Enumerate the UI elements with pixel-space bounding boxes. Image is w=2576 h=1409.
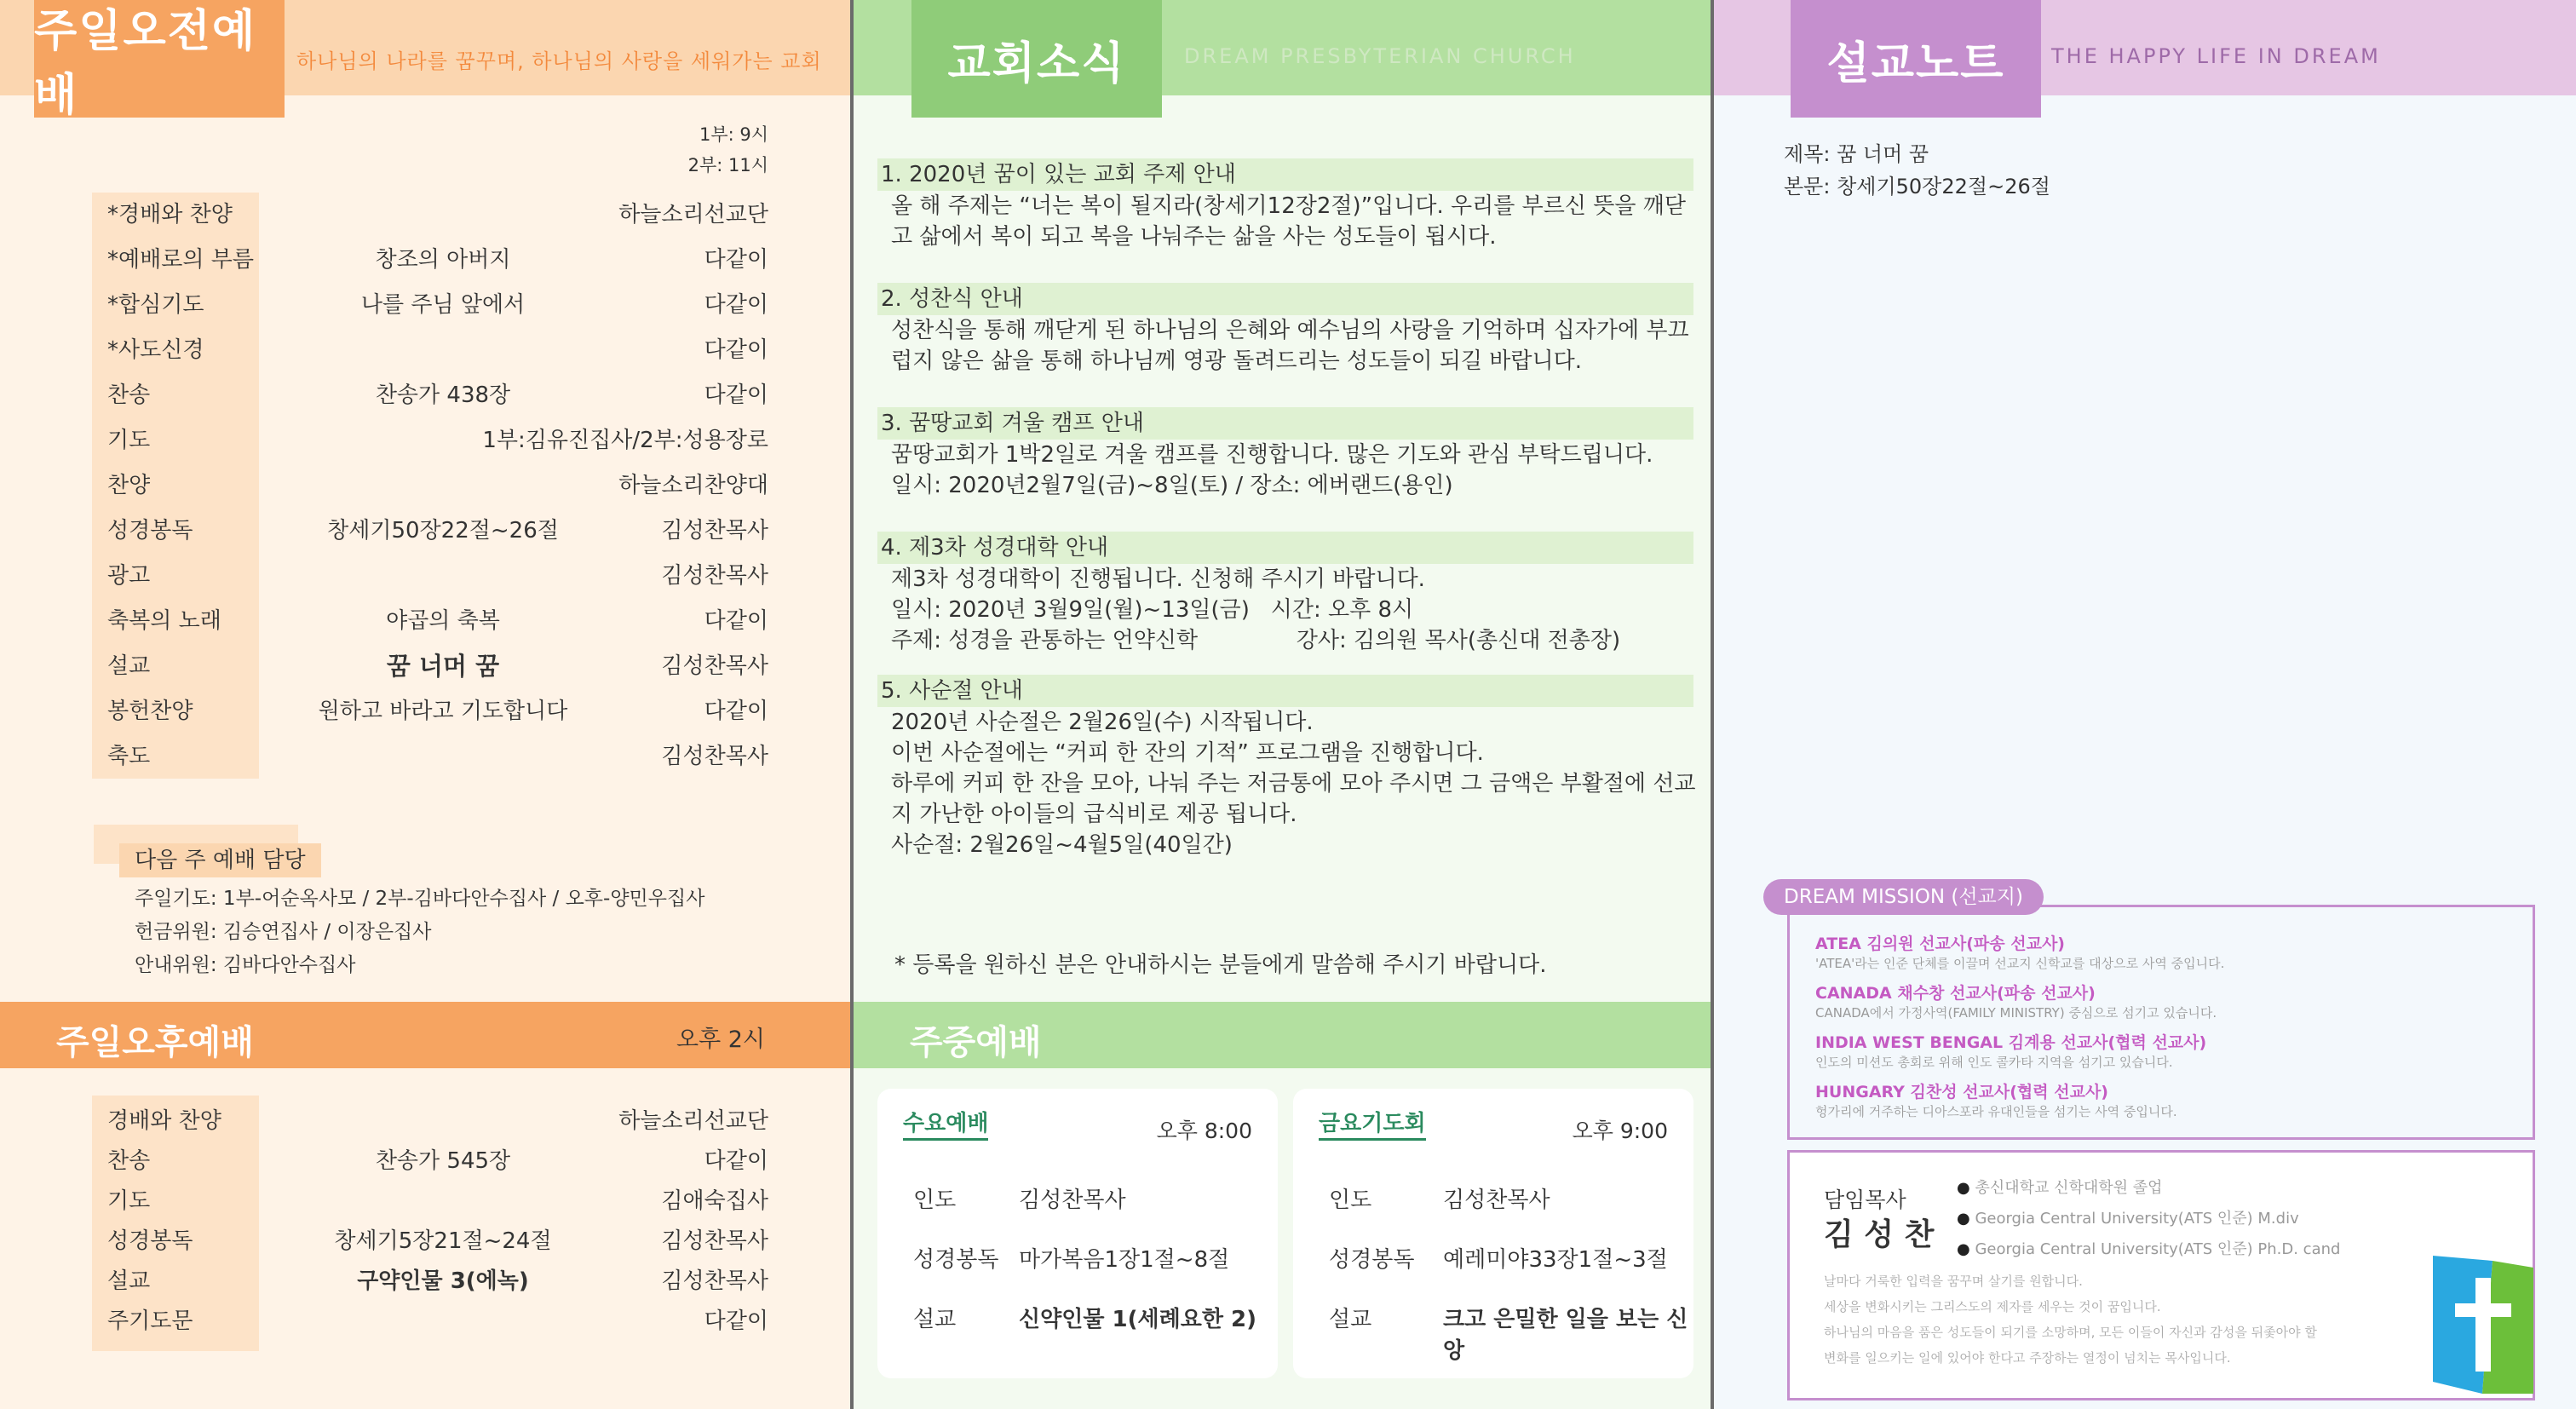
order-row	[0, 1139, 850, 1183]
news-line: 일시: 2020년 3월9일(월)~13일(금) 시간: 오후 8시	[891, 597, 1414, 623]
bio-line: 날마다 거룩한 입력을 꿈꾸며 살기를 원합니다.	[1824, 1274, 2083, 1289]
order-item-label: *예배로의 부름	[107, 247, 254, 273]
credential: Georgia Central University(ATS 인준) Ph.D. cand	[1975, 1240, 2341, 1258]
missionary-desc: CANADA에서 가정사역(FAMILY MINISTRY) 중심으로 섬기고 있습니다.	[1815, 1005, 2217, 1021]
news-line: 주제: 성경을 관통하는 언약신학 강사: 김의원 목사(총신대 전총장)	[891, 628, 1621, 653]
news-line: 사순절: 2월26일~4월5일(40일간)	[891, 832, 1233, 858]
order-row	[0, 644, 850, 688]
pastor-name: 김 성 찬	[1824, 1217, 1935, 1252]
order-item-leader: 김성찬목사	[661, 1268, 768, 1294]
order-item-label: 찬송	[107, 1148, 151, 1174]
news-item	[877, 283, 1693, 377]
bullet-icon: ●	[1957, 1179, 1975, 1197]
order-item-content: 야곱의 축복	[386, 608, 500, 634]
credential: 총신대학교 신학대학원 졸업	[1975, 1179, 2163, 1197]
order-item-label: *합심기도	[107, 292, 204, 318]
card-row-label: 설교	[913, 1307, 957, 1332]
wednesday-service-card	[877, 1089, 1278, 1378]
bio-line: 변화를 일으키는 일에 있어야 한다고 주장하는 열정이 넘치는 목사입니다.	[1824, 1350, 2231, 1366]
missionary-desc: 'ATEA'라는 인준 단체를 이끌며 선교지 신학교를 대상으로 사역 중입니다.	[1815, 956, 2225, 971]
card-row-value: 예레미야33장1절~3절	[1443, 1247, 1668, 1273]
news-heading: 3. 꿈땅교회 겨울 캠프 안내	[877, 407, 1693, 440]
order-row	[0, 373, 850, 417]
service-time-2: 2부: 11시	[687, 155, 768, 175]
order-item-leader: 하늘소리찬양대	[618, 473, 768, 498]
order-item-leader: 다같이	[704, 1148, 768, 1174]
order-item-content: 원하고 바라고 기도합니다	[318, 699, 568, 724]
order-row	[0, 193, 850, 237]
sermon-info	[1784, 138, 2050, 203]
order-item-label: 찬양	[107, 473, 151, 498]
order-item-content: 찬송가 438장	[375, 382, 511, 408]
order-item-content: 창세기5장21절~24절	[334, 1228, 552, 1254]
news-heading: 4. 제3차 성경대학 안내	[877, 532, 1693, 564]
order-item-leader: 다같이	[704, 699, 768, 724]
news-item	[877, 675, 1696, 860]
mission-label: DREAM MISSION (선교지)	[1763, 879, 2044, 915]
order-row	[0, 1099, 850, 1143]
order-item-leader: 김애숙집사	[661, 1188, 768, 1214]
news-line: 2020년 사순절은 2월26일(수) 시작됩니다.	[891, 710, 1314, 735]
news-line: 제3차 성경대학이 진행됩니다. 신청해 주시기 바랍니다.	[891, 566, 1425, 592]
missionary-name: ATEA 김의원 선교사(파송 선교사)	[1815, 935, 2065, 953]
order-item-label: 기도	[107, 428, 151, 453]
news-line: 지 가난한 아이들의 급식비로 제공 됩니다.	[891, 802, 1297, 827]
news-line: 하루에 커피 한 잔을 모아, 나눠 주는 저금통에 모아 주시면 그 금액은 부활절에 선교	[891, 771, 1696, 797]
news-line: 꿈땅교회가 1박2일로 겨울 캠프를 진행합니다. 많은 기도와 관심 부탁드립니다.	[891, 442, 1653, 468]
sermon-subtitle: THE HAPPY LIFE IN DREAM	[2051, 44, 2381, 68]
missionary-name: INDIA WEST BENGAL 김계용 선교사(협력 선교사)	[1815, 1033, 2207, 1052]
order-item-content: 꿈 너머 꿈	[386, 652, 500, 681]
weekday-band	[854, 1002, 1711, 1068]
next-week-list	[135, 883, 704, 982]
order-item-label: *사도신경	[107, 337, 204, 363]
service-time-1: 1부: 9시	[699, 124, 768, 145]
order-row	[0, 1299, 850, 1343]
weekday-title: 주중예배	[910, 1022, 1042, 1062]
sunday-morning-title: 주일오전예배	[34, 0, 285, 118]
news-line: 성찬식을 통해 깨닫게 된 하나님의 은혜와 예수님의 사랑을 기억하며 십자가에 부끄	[891, 318, 1689, 343]
order-item-label: 주기도문	[107, 1308, 193, 1334]
column-sermon-notes	[1714, 0, 2576, 1409]
order-item-leader: 김성찬목사	[661, 563, 768, 589]
order-row	[0, 328, 850, 372]
missionary-desc: 헝가리에 거주하는 디아스포라 유대인들을 섬기는 사역 중입니다.	[1815, 1104, 2177, 1119]
registration-note: * 등록을 원하신 분은 안내하시는 분들에게 말씀해 주시기 바랍니다.	[894, 952, 1547, 978]
pastor-role: 담임목사	[1824, 1188, 1906, 1212]
news-title: 교회소식	[911, 0, 1162, 118]
order-item-content: 구약인물 3(에녹)	[357, 1268, 529, 1294]
order-item-label: 축복의 노래	[107, 608, 221, 634]
missionary-desc: 인도의 미션도 총회로 위해 인도 콜카타 지역을 섬기고 있습니다.	[1815, 1055, 2173, 1070]
card-row-value: 신약인물 1(세례요한 2)	[1019, 1307, 1256, 1332]
order-item-leader: 김성찬목사	[661, 744, 768, 769]
order-item-leader: 다같이	[704, 608, 768, 634]
news-line: 고 삶에서 복이 되고 복을 나눠주는 삶을 사는 성도들이 됩시다.	[891, 224, 1497, 250]
order-item-label: 경배와 찬양	[107, 1108, 221, 1134]
order-item-leader: 다같이	[704, 247, 768, 273]
sermon-title: 설교노트	[1791, 0, 2041, 118]
wednesday-title: 수요예배	[903, 1109, 988, 1141]
order-item-leader: 김성찬목사	[661, 1228, 768, 1254]
news-item	[877, 532, 1693, 656]
order-item-leader: 하늘소리선교단	[618, 202, 768, 227]
pastor-credentials	[1957, 1173, 2340, 1265]
order-item-content: 나를 주님 앞에서	[360, 292, 526, 318]
sunday-afternoon-time: 오후 2시	[676, 1027, 765, 1053]
card-row-value: 김성찬목사	[1019, 1188, 1126, 1213]
order-item-content: 창세기50장22절~26절	[327, 518, 559, 543]
missionary-name: CANADA 채수창 선교사(파송 선교사)	[1815, 984, 2096, 1003]
news-line: 이번 사순절에는 “커피 한 잔의 기적” 프로그램을 진행합니다.	[891, 740, 1484, 766]
order-item-leader: 하늘소리선교단	[618, 1108, 768, 1134]
card-row-value: 김성찬목사	[1443, 1188, 1550, 1213]
card-row-value: 마가복음1장1절~8절	[1019, 1247, 1230, 1273]
news-line: 올 해 주제는 “너는 복이 될지라(창세기12장2절)”입니다. 우리를 부르신 뜻을 깨닫	[891, 193, 1686, 219]
order-row	[0, 238, 850, 282]
order-item-label: 찬송	[107, 382, 151, 408]
card-row-label: 인도	[1329, 1188, 1372, 1213]
order-item-label: 기도	[107, 1188, 151, 1214]
order-item-label: 설교	[107, 1268, 151, 1294]
bullet-icon: ●	[1957, 1240, 1975, 1258]
friday-time: 오후 9:00	[1572, 1119, 1668, 1143]
bio-line: 세상을 변화시키는 그리스도의 제자를 세우는 것이 꿈입니다.	[1824, 1299, 2161, 1314]
order-row	[0, 1259, 850, 1303]
church-cross-logo	[2433, 1256, 2533, 1394]
bullet-icon: ●	[1957, 1210, 1975, 1228]
order-row	[0, 1219, 850, 1263]
news-item	[877, 407, 1693, 501]
order-item-leader: 김성찬목사	[661, 653, 768, 679]
news-heading: 1. 2020년 꿈이 있는 교회 주제 안내	[877, 158, 1693, 191]
missionary-name: HUNGARY 김찬성 선교사(협력 선교사)	[1815, 1083, 2108, 1101]
credential: Georgia Central University(ATS 인준) M.div	[1975, 1210, 2299, 1228]
news-line: 럽지 않은 삶을 통해 하나님께 영광 돌려드리는 성도들이 되길 바랍니다.	[891, 348, 1583, 374]
card-row-label: 성경봉독	[913, 1247, 999, 1273]
church-motto: 하나님의 나라를 꿈꾸며, 하나님의 사랑을 세워가는 교회	[296, 49, 822, 73]
order-item-content: 창조의 아버지	[375, 247, 511, 273]
order-row	[0, 689, 850, 733]
wednesday-time: 오후 8:00	[1156, 1119, 1252, 1143]
column-church-news	[854, 0, 1711, 1409]
next-week-line: 주일기도: 1부-어순옥사모 / 2부-김바다안수집사 / 오후-양민우집사	[135, 888, 705, 910]
order-item-label: 축도	[107, 744, 151, 769]
card-row-label: 설교	[1329, 1307, 1372, 1332]
pastor-bio	[1824, 1268, 2317, 1371]
news-heading: 2. 성찬식 안내	[877, 283, 1693, 315]
order-item-label: 봉헌찬양	[107, 699, 193, 724]
order-item-label: *경배와 찬양	[107, 202, 233, 227]
order-item-leader: 다같이	[704, 292, 768, 318]
sermon-title-line: 제목: 꿈 너머 꿈	[1784, 142, 1929, 166]
card-row-label: 성경봉독	[1329, 1247, 1415, 1273]
sermon-text-line: 본문: 창세기50장22절~26절	[1784, 175, 2050, 198]
bio-line: 하나님의 마음을 품은 성도들이 되기를 소망하며, 모든 이들이 자신과 감성을 뒤좇아야 할	[1824, 1325, 2317, 1340]
order-item-label: 광고	[107, 563, 151, 589]
order-item-leader: 다같이	[704, 1308, 768, 1334]
order-item-content: 찬송가 545장	[375, 1148, 511, 1174]
order-row	[0, 418, 850, 463]
card-row-label: 인도	[913, 1188, 957, 1213]
order-item-label: 성경봉독	[107, 518, 193, 543]
friday-prayer-card	[1293, 1089, 1693, 1378]
news-line: 일시: 2020년2월7일(금)~8일(토) / 장소: 에버랜드(용인)	[891, 473, 1453, 498]
order-row	[0, 509, 850, 553]
column-sunday-worship	[0, 0, 850, 1409]
order-item-label: 성경봉독	[107, 1228, 193, 1254]
order-row	[0, 554, 850, 598]
order-row	[0, 734, 850, 779]
morning-service-times	[688, 119, 768, 181]
order-row	[0, 1179, 850, 1223]
pastor-box	[1787, 1150, 2535, 1400]
news-subtitle: DREAM PRESBYTERIAN CHURCH	[1184, 44, 1576, 68]
order-item-leader: 다같이	[704, 382, 768, 408]
order-row	[0, 283, 850, 327]
next-week-line: 안내위원: 김바다안수집사	[135, 954, 356, 976]
order-item-leader: 다같이	[704, 337, 768, 363]
card-row-value: 크고 은밀한 일을 보는 신앙	[1443, 1307, 1688, 1364]
news-item	[877, 158, 1693, 252]
friday-title: 금요기도회	[1319, 1109, 1426, 1141]
order-item-leader: 김성찬목사	[661, 518, 768, 543]
order-item-leader: 1부:김유진집사/2부:성용장로	[482, 428, 768, 453]
order-item-label: 설교	[107, 653, 151, 679]
next-week-label: 다음 주 예배 담당	[119, 843, 321, 877]
sunday-afternoon-band	[0, 1002, 850, 1068]
order-row	[0, 599, 850, 643]
next-week-line: 헌금위원: 김승연집사 / 이장은집사	[135, 921, 432, 943]
order-row	[0, 463, 850, 508]
mission-box	[1787, 905, 2535, 1140]
news-heading: 5. 사순절 안내	[877, 675, 1693, 707]
sunday-afternoon-title: 주일오후예배	[56, 1022, 254, 1062]
